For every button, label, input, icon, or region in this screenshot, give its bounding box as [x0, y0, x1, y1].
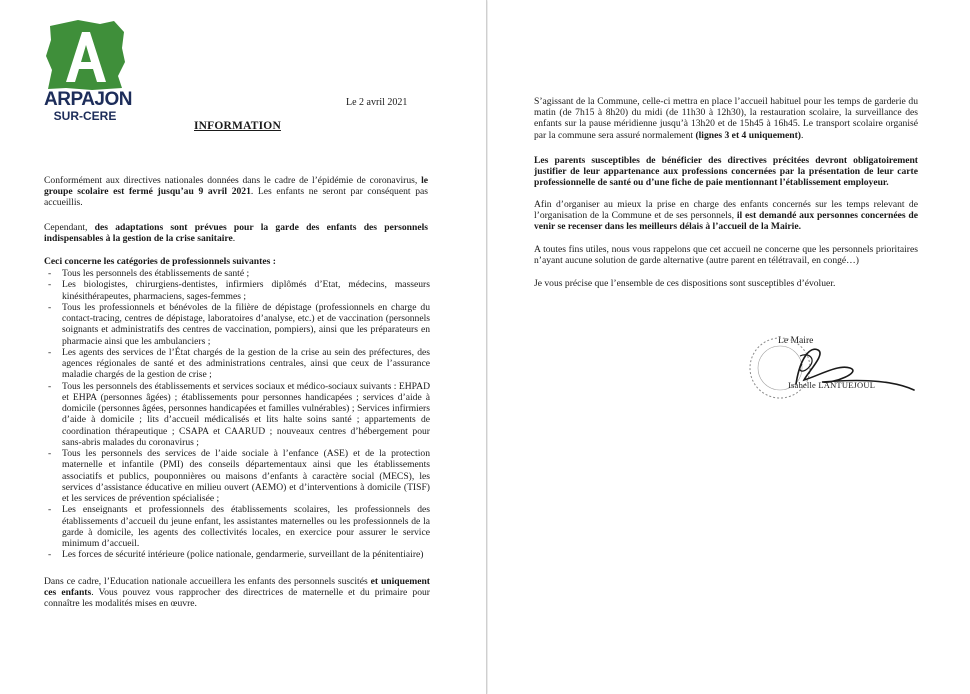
categories-list [44, 268, 430, 561]
page-right [488, 0, 970, 694]
arpajon-logo [44, 18, 132, 128]
signature-title: Le Maire [778, 335, 814, 346]
paragraph-evolution: Je vous précise que l’ensemble de ces dispositions sont susceptibles d’évoluer. [534, 278, 836, 289]
paragraph-recensement: Afin d’organiser au mieux la prise en charge des enfants concernés sur les temps relevant de l’organisation de la Commune et de ses personnels, il est demandé aux personnes concernées de venir se recenser dans les meilleurs délais à l’accueil de la Mairie. [534, 199, 918, 233]
page-title: INFORMATION [194, 120, 281, 132]
logo-subname: SUR-CERE [53, 109, 117, 123]
paragraph-adaptations: Cependant, des adaptations sont prévues pour la garde des enfants des personnels indispensables à la gestion de la crise sanitaire. [44, 222, 428, 245]
list-item: - Tous les personnels des services de l’aide sociale à l’enfance (ASE) et de la protection maternelle et infantile (PMI) des conseils départementaux ainsi que les établissements associatifs et publics, pouponnières ou maisons d’enfants à caractère social (MECS), les services d’assistance éducative en milieu ouvert (AEMO) et d’interventions à domicile (TISF) et les services de prévention spécialisée ; [44, 448, 430, 504]
paragraph-commune: S’agissant de la Commune, celle-ci mettra en place l’accueil habituel pour les temps de garderie du matin (de 7h15 à 8h20) du midi (de 11h30 à 12h30), la restauration scolaire, la surveillance des enfants sur la pause méridienne jusqu’à 13h20 et de 15h45 à 16h45. Le transport scolaire organisé par la commune sera assuré normalement (lignes 3 et 4 uniquement). [534, 96, 918, 141]
logo-name: ARPAJON [44, 89, 132, 110]
list-item: - Les forces de sécurité intérieure (police nationale, gendarmerie, surveillant de la pénitentiaire) [44, 549, 430, 560]
paragraph-justificatif: Les parents susceptibles de bénéficier des directives précitées devront obligatoirement justifier de leur appartenance aux professions concernées par la présentation de leur carte professionnelle de santé ou d’une fiche de paie mentionnant l’établissement employeur. [534, 155, 918, 189]
letter-date: Le 2 avril 2021 [346, 97, 408, 108]
paragraph-education-nationale: Dans ce cadre, l’Education nationale accueillera les enfants des personnels suscités et uniquement ces enfants. Vous pouvez vous rapprocher des directrices de maternelle et du primaire pour connaître les modalités mises en œuvre. [44, 576, 431, 610]
paragraph-rappel: A toutes fins utiles, nous vous rappelons que cet accueil ne concerne que les personnels prioritaires n’ayant aucune solution de garde alternative (autre parent en télétravail, en congé…) [534, 244, 918, 267]
list-item: - Les enseignants et professionnels des établissements scolaires, les professionnels des établissements d’accueil du jeune enfant, les assistantes maternelles ou les professionnels de la garde à domicile, les agents des collectivités locales, en exercice pour assurer le service minimum d’accueil. [44, 504, 430, 549]
paragraph-closure: Conformément aux directives nationales données dans le cadre de l’épidémie de coronavirus, le groupe scolaire est fermé jusqu’au 9 avril 2021. Les enfants ne seront par conséquent pas accueillis. [44, 175, 428, 209]
list-title: Ceci concerne les catégories de professionnels suivantes : [44, 256, 276, 267]
list-item: - Tous les professionnels et bénévoles de la filière de dépistage (professionnels en charge du contact-tracing, centres de dépistage, laboratoires d’analyse, etc.) et de vaccination (personnels soignants et administratifs des centres de vaccination, pompiers), ainsi que les préparateurs en pharmacie ainsi que les ambulanciers ; [44, 302, 430, 347]
list-item: - Tous les personnels des établissements de santé ; [44, 268, 430, 279]
list-item: - Tous les personnels des établissements et services sociaux et médico-sociaux suivants : EHPAD et EHPA (personnes âgées) ; établissements pour personnes handicapées ; services d’aide à domicile (personnes âgées, personnes handicapées et familles vulnérables) ; Services infirmiers d’aide à domicile ; lits d’accueil médicalisés et lits halte soins santé ; appartements de coordination thérapeutique ; CSAPA et CAARUD ; nouveaux centres d’hébergement pour sans-abris malades du coronavirus ; [44, 381, 430, 449]
signature-name: Isabelle LANTUEJOUL [788, 380, 876, 390]
list-item: - Les biologistes, chirurgiens-dentistes, infirmiers diplômés d’Etat, médecins, masseurs kinésithérapeutes, pharmaciens, sages-femmes ; [44, 279, 430, 302]
list-item: - Les agents des services de l’État chargés de la gestion de la crise au sein des préfectures, des agences régionales de santé et des administrations centrales, ainsi que ceux de l’assurance maladie chargés de la gestion de crise ; [44, 347, 430, 381]
arpajon-logo-mark [44, 18, 126, 90]
signature-image [738, 328, 928, 408]
